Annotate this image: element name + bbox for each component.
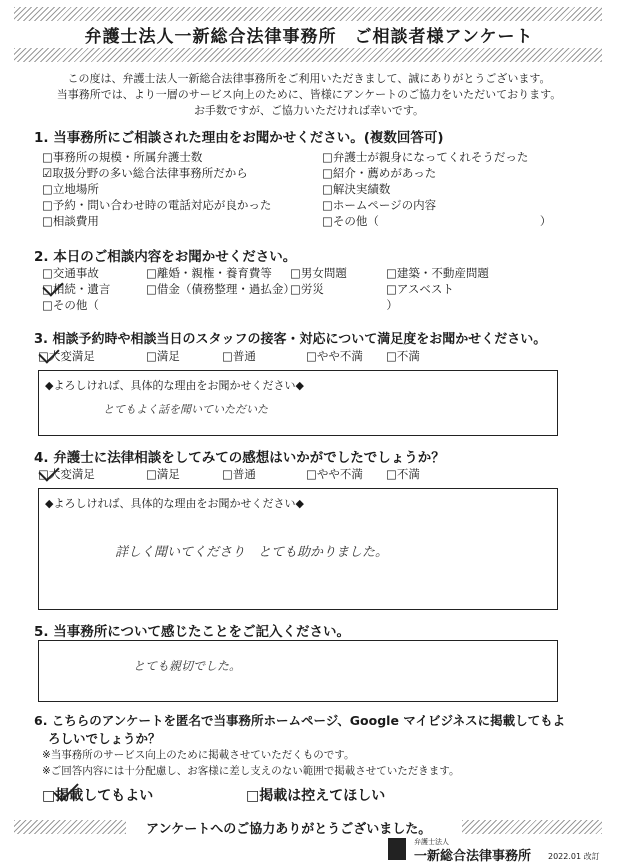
- q2-option[interactable]: □相続・遺言: [42, 282, 111, 296]
- q1-option[interactable]: □立地場所: [42, 182, 99, 196]
- q4-option[interactable]: □満足: [146, 467, 180, 481]
- q1-option[interactable]: □事務所の規模・所属弁護士数: [42, 150, 203, 164]
- page-title: 弁護士法人一新総合法律事務所 ご相談者様アンケート: [84, 27, 534, 47]
- q4-comment-box[interactable]: [38, 488, 558, 610]
- q4-option[interactable]: □普通: [222, 467, 256, 481]
- q6-note-2: ※ご回答内容には十分配慮し、お客様に差し支えのない範囲で掲載させていただきます。: [42, 765, 460, 777]
- top-hatch-bar: [14, 7, 602, 21]
- q2-option[interactable]: □交通事故: [42, 266, 99, 280]
- q1-option[interactable]: □解決実績数: [322, 182, 391, 196]
- title-hatch-bar: [14, 48, 602, 62]
- q1-option[interactable]: □相談費用: [42, 214, 99, 228]
- q6-note-1: ※当事務所のサービス向上のために掲載させていただくものです。: [42, 749, 355, 761]
- q6-option-yes[interactable]: □掲載してもよい: [42, 788, 154, 804]
- q2-option[interactable]: □建築・不動産問題: [386, 266, 489, 280]
- q3-option[interactable]: □満足: [146, 349, 180, 363]
- q3-question: 3. 相談予約時や相談当日のスタッフの接客・対応について満足度をお聞かせください。: [34, 332, 547, 347]
- q3-comment-box[interactable]: [38, 370, 558, 436]
- q3-option[interactable]: □やや不満: [306, 349, 363, 363]
- intro-line-3: お手数ですが、ご協力いただければ幸いです。: [193, 104, 425, 117]
- q5-question: 5. 当事務所について感じたことをご記入ください。: [34, 624, 350, 640]
- q2-option[interactable]: □労災: [290, 282, 324, 296]
- q1-option[interactable]: ☑取扱分野の多い総合法律事務所だから: [42, 166, 248, 180]
- q4-handwritten-answer: 詳しく聞いてくださり とても助かりました。: [115, 545, 389, 560]
- q6-question-line-1: 6. こちらのアンケートを匿名で当事務所ホームページ、Google マイビジネスに掲載してもよ: [34, 713, 566, 728]
- q1-option[interactable]: □紹介・薦めがあった: [322, 166, 437, 180]
- footer-thanks: アンケートへのご協力ありがとうございました。: [146, 822, 432, 837]
- q4-option[interactable]: □大変満足: [38, 467, 95, 481]
- q2-option[interactable]: □その他（ ）: [42, 298, 398, 312]
- revision-date: 2022.01 改訂: [548, 852, 600, 861]
- q2-option[interactable]: □借金（債務整理・過払金）: [146, 282, 295, 296]
- q3-handwritten-answer: とてもよく話を聞いていただいた: [103, 403, 268, 416]
- q1-question: 1. 当事務所にご相談された理由をお聞かせください。(複数回答可): [34, 130, 444, 146]
- footer-hatch-right: [462, 820, 602, 834]
- q4-option[interactable]: □不満: [386, 467, 420, 481]
- q2-option[interactable]: □離婚・親権・養育費等: [146, 266, 272, 280]
- firm-logo-icon: [388, 838, 406, 860]
- q5-handwritten-answer: とても親切でした。: [133, 659, 242, 673]
- footer-hatch-left: [14, 820, 126, 834]
- firm-logo-name: 一新総合法律事務所: [414, 849, 532, 864]
- q1-option[interactable]: □弁護士が親身になってくれそうだった: [322, 150, 529, 164]
- firm-logo-small: 弁護士法人: [414, 838, 449, 846]
- q4-question: 4. 弁護士に法律相談をしてみての感想はいかがでしたでしょうか？: [34, 450, 445, 466]
- q2-option[interactable]: □男女問題: [290, 266, 347, 280]
- q2-option[interactable]: □アスベスト: [386, 282, 454, 296]
- q6-option-no[interactable]: □掲載は控えてほしい: [246, 788, 386, 804]
- q3-option[interactable]: □不満: [386, 349, 420, 363]
- q1-option[interactable]: □ホームページの内容: [322, 198, 437, 212]
- q6-question-line-2: ろしいでしょうか？: [48, 731, 161, 746]
- q1-option[interactable]: □予約・問い合わせ時の電話対応が良かった: [42, 198, 272, 212]
- q4-hint: ◆よろしければ、具体的な理由をお聞かせください◆: [45, 497, 304, 510]
- intro-line-2: 当事務所では、より一層のサービス向上のために、皆様にアンケートのご協力をいただいております。: [56, 88, 562, 101]
- q2-question: 2. 本日のご相談内容をお聞かせください。: [34, 249, 297, 265]
- q3-option[interactable]: □大変満足: [38, 349, 95, 363]
- q5-comment-box[interactable]: [38, 640, 558, 702]
- q3-option[interactable]: □普通: [222, 349, 256, 363]
- q3-hint: ◆よろしければ、具体的な理由をお聞かせください◆: [45, 379, 304, 392]
- intro-line-1: この度は、弁護士法人一新総合法律事務所をご利用いただきまして、誠にありがとうございます。: [67, 72, 551, 85]
- q4-option[interactable]: □やや不満: [306, 467, 363, 481]
- q1-option[interactable]: □その他（ ）: [322, 214, 552, 228]
